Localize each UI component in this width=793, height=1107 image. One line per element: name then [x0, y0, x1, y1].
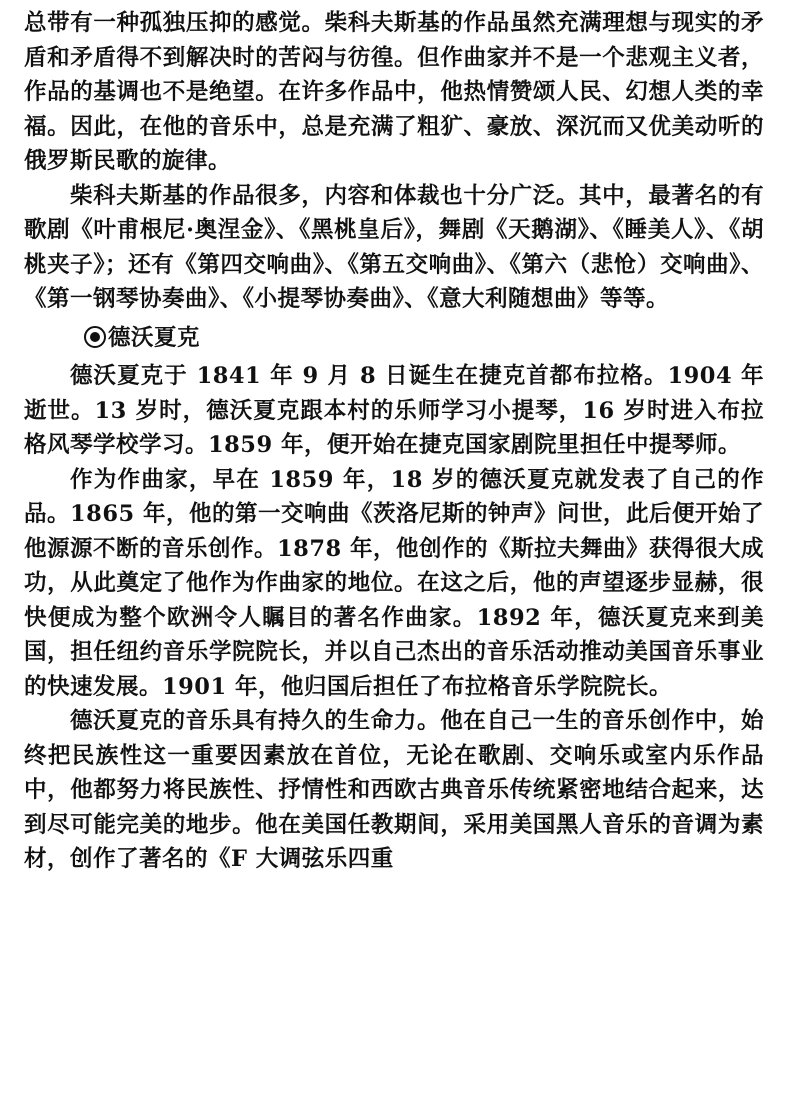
document-page	[24, 6, 764, 877]
section-heading-dvorak	[24, 321, 764, 356]
paragraph-tchaikovsky-style: 总带有一种孤独压抑的感觉。柴科夫斯基的作品虽然充满理想与现实的矛盾和矛盾得不到解决时的苦闷与彷徨。但作曲家并不是一个悲观主义者，作品的基调也不是绝望。在许多作品中，他热情赞颂人民、幻想人类的幸福。因此，在他的音乐中，总是充满了粗犷、豪放、深沉而又优美动听的俄罗斯民歌的旋律。	[24, 10, 764, 174]
paragraph-tchaikovsky-works: 柴科夫斯基的作品很多，内容和体裁也十分广泛。其中，最著名的有歌剧《叶甫根尼·奥涅金》、《黑桃皇后》，舞剧《天鹅湖》、《睡美人》、《胡桃夹子》；还有《第四交响曲》、《第五交响曲》、《第六（悲怆）交响曲》、《第一钢琴协奏曲》、《小提琴协奏曲》、《意大利随想曲》等等。	[24, 182, 764, 312]
section-heading-text: 德沃夏克	[108, 324, 201, 351]
paragraph-dvorak-legacy: 德沃夏克的音乐具有持久的生命力。他在自己一生的音乐创作中，始终把民族性这一重要因素放在首位，无论在歌剧、交响乐或室内乐作品中，他都努力将民族性、抒情性和西欧古典音乐传统紧密地结合起来，达到尽可能完美的地步。他在美国任教期间，采用美国黑人音乐的音调为素材，创作了著名的《F 大调弦乐四重	[24, 708, 764, 872]
bullet-icon	[84, 326, 106, 348]
paragraph-dvorak-career: 作为作曲家，早在 1859 年，18 岁的德沃夏克就发表了自己的作品。1865 年，他的第一交响曲《茨洛尼斯的钟声》问世，此后便开始了他源源不断的音乐创作。1878 年，他创作的《斯拉夫舞曲》获得很大成功，从此奠定了他作为作曲家的地位。在这之后，他的声望逐步显赫，很快便成为整个欧洲令人瞩目的著名作曲家。1892 年，德沃夏克来到美国，担任纽约音乐学院院长，并以自己杰出的音乐活动推动美国音乐事业的快速发展。1901 年，他归国后担任了布拉格音乐学院院长。	[24, 466, 764, 700]
paragraph-dvorak-biography: 德沃夏克于 1841 年 9 月 8 日诞生在捷克首都布拉格。1904 年逝世。13 岁时，德沃夏克跟本村的乐师学习小提琴，16 岁时进入布拉格风琴学校学习。1859 年，便开始在捷克国家剧院里担任中提琴师。	[24, 363, 764, 458]
